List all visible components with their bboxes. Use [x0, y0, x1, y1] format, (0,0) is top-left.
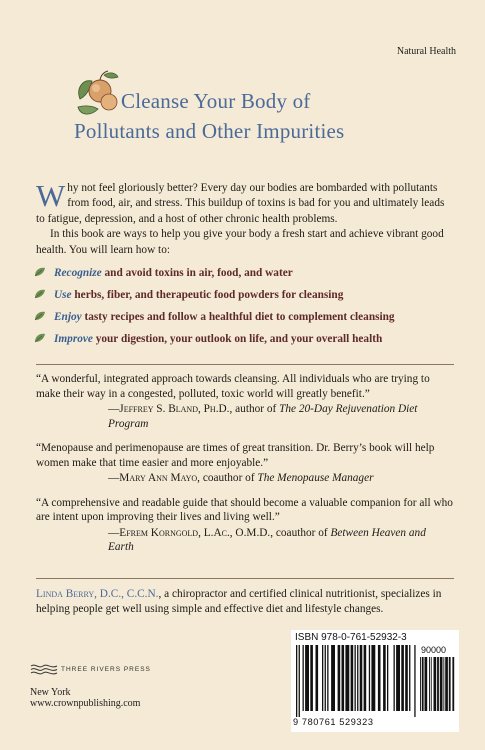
barcode-bar — [351, 645, 354, 711]
barcode-bar — [357, 645, 358, 711]
attr-book: The Menopause Manager — [257, 472, 374, 484]
list-item — [54, 266, 459, 280]
intro-paragraph-1-text: hy not feel gloriously better? Every day our bodies are bombarded with pollutants from food, air, and stress. This buildup of toxins is bad for you and ultimately leads to fatigue, depression, and a host of other chronic health problems. — [36, 182, 445, 225]
attr-mid: , coauthor of — [270, 526, 331, 539]
attr-book: Between Heaven and Earth — [108, 526, 426, 553]
barcode-bar — [431, 657, 432, 711]
attr-dash: — — [108, 403, 120, 415]
barcode-bar — [360, 645, 363, 711]
barcode-digits: 9 780761 529323 — [293, 717, 374, 727]
category-label: Natural Health — [396, 46, 456, 57]
barcode-bar — [422, 657, 424, 711]
barcode-bar — [378, 645, 381, 711]
headline-line-1: Cleanse Your Body of — [121, 89, 311, 113]
attr-name: Jeffrey S. Bland, Ph.D. — [119, 403, 230, 415]
barcode-bar — [316, 645, 319, 711]
attr-mid: , author of — [229, 403, 280, 415]
barcode — [291, 630, 459, 732]
barcode-bar — [437, 657, 439, 711]
isbn-label: ISBN 978-0-761-52932-3 — [295, 632, 407, 643]
attr-dash: — — [108, 526, 120, 539]
ean-barcode — [296, 645, 416, 717]
barcode-bar — [325, 645, 326, 711]
publisher-url: www.crownpublishing.com — [30, 698, 141, 709]
river-waves-icon — [30, 663, 58, 675]
endorsement-quote — [36, 372, 454, 431]
list-item-lead: Improve — [54, 333, 93, 345]
cover-headline — [74, 86, 464, 146]
attr-name: Efrem Korngold, L.Ac., O.M.D. — [119, 526, 271, 539]
list-item — [54, 332, 459, 346]
price-code: 90000 — [421, 645, 447, 655]
barcode-bar — [338, 645, 341, 711]
leaf-bullet-icon — [34, 311, 46, 321]
barcode-bar — [355, 645, 356, 711]
publisher-logo — [30, 663, 190, 675]
barcode-bar — [440, 657, 443, 711]
barcode-bar — [322, 645, 323, 711]
quote-text: “A wonderful, integrated approach towards cleansing. All individuals who are trying to make their way in a congested, polluted, toxic world will greatly benefit.” — [36, 373, 430, 400]
barcode-bar — [401, 645, 404, 711]
list-item-lead: Enjoy — [54, 311, 82, 323]
barcode-bar — [369, 645, 370, 711]
barcode-bar — [449, 657, 451, 711]
barcode-bar — [452, 657, 454, 711]
attr-book: The 20-Day Rejuvenation Diet Program — [108, 403, 418, 430]
publisher-block — [30, 663, 190, 709]
endorsement-quote — [36, 496, 454, 555]
barcode-bar — [429, 657, 430, 711]
barcode-bar — [394, 645, 395, 711]
barcode-bar — [303, 645, 304, 711]
quote-attribution — [36, 526, 454, 555]
barcode-bar — [445, 657, 448, 711]
barcode-bar — [405, 645, 408, 711]
list-item-text: tasty recipes and follow a healthful diet to complement cleansing — [81, 311, 395, 323]
quote-attribution — [36, 402, 454, 431]
barcode-bar — [364, 645, 367, 711]
headline-line-2: Pollutants and Other Impurities — [74, 119, 345, 143]
barcode-bar — [383, 645, 386, 711]
barcode-bar — [371, 645, 375, 711]
barcode-bar — [345, 645, 349, 711]
drop-cap: W — [36, 178, 66, 213]
leaf-bullet-icon — [34, 289, 46, 299]
quote-text: “A comprehensive and readable guide that should become a valuable companion for all who are intent upon improving their lives and living well.” — [36, 496, 453, 523]
attr-mid: , coauthor of — [197, 472, 258, 484]
barcode-bar — [305, 645, 309, 711]
barcode-bar — [396, 645, 400, 711]
barcode-bar — [443, 657, 444, 711]
list-item-lead: Use — [54, 289, 72, 301]
attr-name: Mary Ann Mayo — [119, 472, 198, 484]
author-bio — [36, 587, 456, 617]
barcode-bar — [434, 657, 437, 711]
list-item-text: and avoid toxins in air, food, and water — [101, 267, 293, 279]
divider — [36, 578, 454, 579]
attr-dash: — — [108, 472, 120, 484]
leaf-bullet-icon — [34, 333, 46, 343]
leaf-bullet-icon — [34, 267, 46, 277]
barcode-bar — [299, 645, 300, 717]
list-item — [54, 288, 459, 302]
barcode-bar — [342, 645, 345, 711]
endorsements — [36, 372, 454, 565]
barcode-bar — [414, 645, 415, 717]
list-item — [54, 310, 459, 324]
divider — [36, 364, 454, 365]
barcode-bar — [331, 645, 335, 711]
intro-paragraph-1 — [36, 178, 454, 227]
benefits-list — [54, 266, 459, 354]
barcode-bar — [420, 657, 421, 711]
barcode-bar — [409, 645, 410, 711]
publisher-name: THREE RIVERS PRESS — [61, 665, 151, 673]
quote-attribution — [36, 471, 454, 486]
list-item-text: your digestion, your outlook on life, and your overall health — [92, 333, 383, 345]
price-barcode — [420, 657, 456, 717]
barcode-bar — [387, 645, 388, 711]
list-item-lead: Recognize — [54, 267, 102, 279]
author-bio-text: , a chiropractor and certified clinical nutritionist, specializes in helping people get well using simple and effective diet and lifestyle changes. — [36, 588, 442, 615]
author-name: Linda Berry, D.C., C.C.N. — [36, 588, 159, 600]
intro-paragraph-2: In this book are ways to help you give your body a fresh start and achieve vibrant good health. You will learn how to: — [36, 228, 444, 256]
barcode-bar — [425, 657, 428, 711]
intro-text — [36, 178, 454, 258]
barcode-bar — [310, 645, 313, 711]
quote-text: “Menopause and perimenopause are times of great transition. Dr. Berry’s book will help women make that time easier and more enjoyable.” — [36, 442, 435, 469]
list-item-text: herbs, fiber, and therapeutic food powders for cleansing — [71, 289, 344, 301]
barcode-bar — [327, 645, 328, 711]
endorsement-quote — [36, 441, 454, 486]
publisher-city: New York — [30, 687, 71, 698]
barcode-bar — [296, 645, 297, 717]
